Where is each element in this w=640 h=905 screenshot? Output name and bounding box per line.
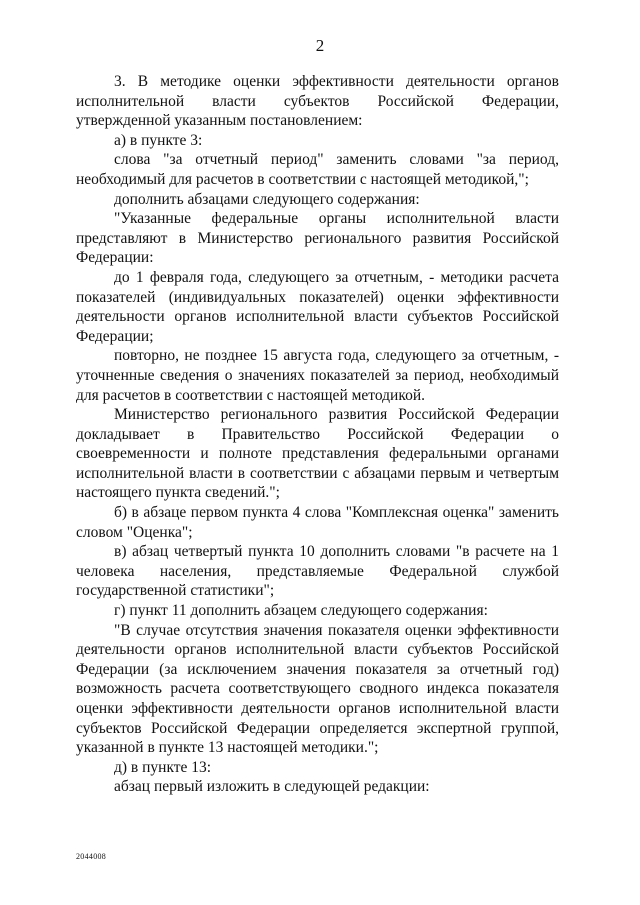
paragraph-subitem-g: г) пункт 11 дополнить абзацем следующего содержания: xyxy=(114,602,488,620)
paragraph-new-wording: абзац первый изложить в следующей редакции: xyxy=(114,778,430,796)
paragraph-item-3: 3. В методике оценки эффективности деятельности органов исполнительной власти субъектов Российской Федерации, утвержденной указанным постановлением: xyxy=(76,73,559,130)
paragraph-quoted-item-11: "В случае отсутствия значения показателя оценки эффективности деятельности органов исполнительной власти субъектов Российской Федерации (за исключением значения показателя за отчетный год) возможность расчета соответствующего сводного индекса показателя оценки эффективности деятельности органов исполнительной власти субъектов Российской Федерации определяется экспертной группой, указанной в пункте 13 настоящей методики."; xyxy=(76,621,559,757)
paragraph-ministry-report: Министерство регионального развития Российской Федерации докладывает в Правительство Российской Федерации о своевременности и полноте представления федеральными органами исполнительной власти в соответствии с абзацами первым и четвертым настоящего пункта сведений."; xyxy=(76,406,559,502)
paragraph-august-deadline: повторно, не позднее 15 августа года, следующего за отчетным, - уточненные сведения о значениях показателей за период, необходимый для расчетов в соответствии с настоящей методикой. xyxy=(76,347,559,404)
paragraph-replace-words: слова "за отчетный период" заменить словами "за период, необходимый для расчетов в соответствии с настоящей методикой,"; xyxy=(76,151,559,188)
document-code: 2044008 xyxy=(76,852,107,861)
page-number: 2 xyxy=(315,36,325,55)
paragraph-subitem-v: в) абзац четвертый пункта 10 дополнить словами "в расчете на 1 человека населения, представляемые Федеральной службой государственной статистики"; xyxy=(76,543,559,600)
paragraph-subitem-d: д) в пункте 13: xyxy=(114,758,212,776)
paragraph-quoted-start: "Указанные федеральные органы исполнительной власти представляют в Министерство регионального развития Российской Федерации: xyxy=(76,210,559,267)
paragraph-subitem-b: б) в абзаце первом пункта 4 слова "Комплексная оценка" заменить словом "Оценка"; xyxy=(76,504,559,541)
paragraph-february-deadline: до 1 февраля года, следующего за отчетным, - методики расчета показателей (индивидуальных показателей) оценки эффективности деятельности органов исполнительной власти субъектов Российской Федерации; xyxy=(76,268,559,345)
document-body xyxy=(76,72,559,797)
paragraph-add-paragraphs: дополнить абзацами следующего содержания: xyxy=(114,190,420,208)
paragraph-subitem-a: а) в пункте 3: xyxy=(114,131,203,149)
